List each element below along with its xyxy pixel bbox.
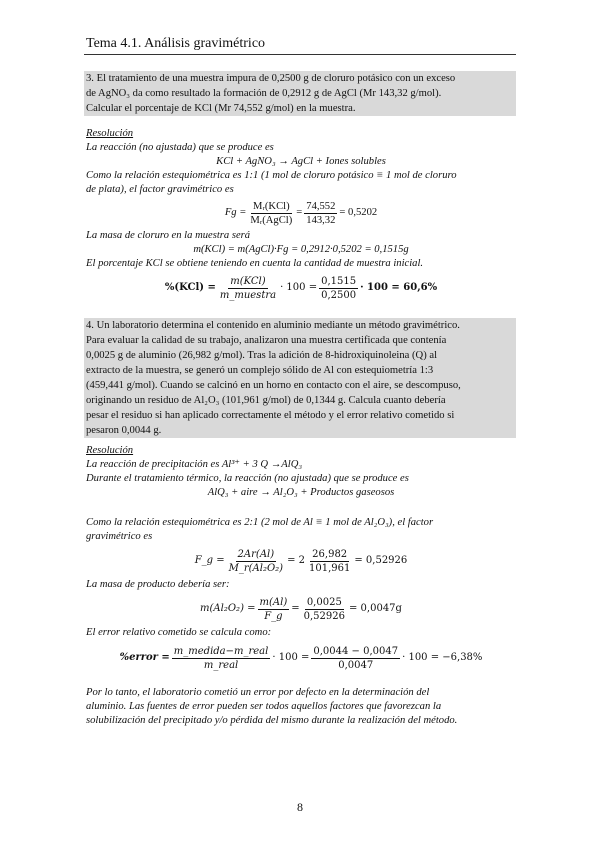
problem-text: 0,0025 g de aluminio (26,982 g/mol). Tras la adición de 8-hidroxiquinoleina (Q) al [86,350,438,361]
reaction-equation: KCl + AgNO₃ → AgCl + Iones solubles [216,156,386,167]
problem-text: Calcular el porcentaje de KCl (Mr 74,552 g/mol) en la muestra. [86,103,356,114]
solution-text: Como la relación estequiométrica es 1:1 (1 mol de cloruro potásico ≡ 1 mol de cloruro [86,170,457,181]
solution-text: Como la relación estequiométrica es 2:1 (2 mol de Al ≡ 1 mol de Al₂O₃), el factor [86,517,434,528]
header-rule [84,54,516,55]
problem-text: originando un residuo de Al₂O₃ (101,961 g/mol) de 0,1344 g. Calcula cuanto debería [86,395,446,406]
solution-text: gravimétrico es [86,531,153,542]
reaction-equation: AlQ₃ + aire → Al₂O₃ + Productos gaseosos [207,487,395,498]
problem-text: de AgNO₃ da como resultado la formación de 0,2912 g de AgCl (Mr 143,32 g/mol). [86,88,442,99]
page-number: 8 [297,800,303,814]
mass-equation: m(Al₂O₂) = $\frac{m(Al)}{F\_g}$ = $\frac{0,0025}{0,52926}$ = 0,0047g [200,596,402,622]
solution-text: Durante el tratamiento térmico, la reacción (no ajustada) que se produce es [86,473,409,484]
gravimetric-factor-equation: F_g = $\frac{2Ar(Al)}{\text{M\_r(Al₂O₂)}}$ = 2 $\frac{26,982}{101,961}$ = 0,52926 [194,548,408,574]
problem-text: pesar el residuo si han aplicado correctamente el método y el error relativo cometido si [86,410,455,421]
conclusion-text: aluminio. Las fuentes de error pueden ser todos aquellos factores que favorezcan la [86,701,442,712]
solution-text: La masa de producto debería ser: [86,579,230,590]
problem-text: 4. Un laboratorio determina el contenido en aluminio mediante un método gravimétrico. [86,320,460,331]
problem-text: Para evaluar la calidad de su trabajo, analizaron una muestra certificada que contenía [86,335,447,346]
solution-4 [86,444,516,728]
problem-4-box [84,318,516,438]
solution-text: de plata), el factor gravimétrico es [86,184,234,195]
solution-title: Resolución [86,445,134,456]
problem-text: (459,441 g/mol). Cuando se calcinó en un horno en contacto con el aire, se descompuso, [86,380,461,391]
problem-3-box [84,71,516,116]
percentage-equation: %(KCl) = $\frac{\text{m(KCl)}}{\text{m\_muestra}}$ · 100 = $\frac{0,1515}{0,2500}$ · 100 = 60,6% [164,275,438,301]
solution-text: La masa de cloruro en la muestra será [86,230,251,241]
mass-equation: m(KCl) = m(AgCl)·Fg = 0,2912·0,5202 = 0,1515g [193,244,409,255]
gravimetric-factor-equation: Fg = $\frac{\text{Mᵣ(KCl)}}{\text{Mᵣ(AgCl)}}$ = $\frac{74,552}{143,32}$ = 0,5202 [224,200,378,226]
conclusion-text: solubilización del precipitado y/o pérdida del mismo durante la realización del método. [86,715,458,726]
conclusion-text: Por lo tanto, el laboratorio cometió un error por defecto en la determinación del [86,687,430,698]
solution-text: El porcentaje KCl se obtiene teniendo en cuenta la cantidad de muestra inicial. [86,258,424,269]
relative-error-equation: %error = $\frac{\text{m\_medida−m\_real}}{\text{m\_real}}$ · 100 = $\frac{0,0044 - 0,0047}{0,0047}$ · 100 = −6,38% [119,645,483,671]
solution-text: La reacción de precipitación es Al³⁺ + 3 Q →AlQ₃ [86,459,303,470]
page-header: Tema 4.1. Análisis gravimétrico [86,36,266,51]
solution-text: El error relativo cometido se calcula como: [86,627,272,638]
solution-title: Resolución [86,128,134,139]
problem-text: 3. El tratamiento de una muestra impura de 0,2500 g de cloruro potásico con un exceso [86,73,456,84]
solution-text: La reacción (no ajustada) que se produce es [86,142,274,153]
solution-3 [86,127,516,305]
problem-text: pesaron 0,0044 g. [86,425,162,436]
problem-text: extracto de la muestra, se generó un complejo sólido de Al con estequiometría 1:3 [86,365,434,376]
